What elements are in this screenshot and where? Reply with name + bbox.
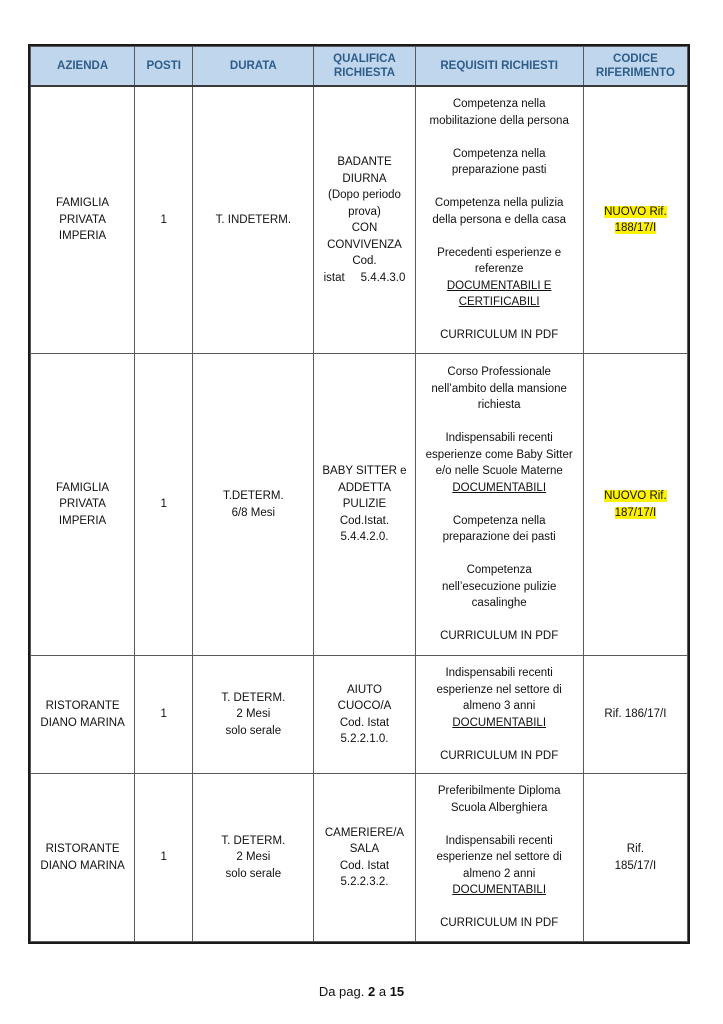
requisiti-line: preparazione pasti: [451, 164, 547, 177]
cell-codice: [583, 774, 687, 942]
job-listings-table-frame: [28, 44, 690, 944]
cell-durata: [193, 354, 314, 656]
requisiti-line: della persona e della casa: [432, 213, 566, 226]
cell-qualifica: [314, 656, 415, 774]
durata-line: solo serale: [225, 724, 282, 737]
qualifica-line: AIUTO: [347, 683, 382, 696]
cell-qualifica: [314, 774, 415, 942]
requisiti-line: Competenza: [466, 564, 532, 577]
curriculum-note: CURRICULUM IN PDF: [440, 329, 559, 342]
cell-requisiti: [415, 656, 583, 774]
durata-line: 2 Mesi: [236, 851, 271, 864]
requisiti-line: e/o nelle Scuole Materne: [435, 465, 563, 478]
durata-line: 2 Mesi: [236, 708, 271, 721]
curriculum-note: CURRICULUM IN PDF: [440, 749, 559, 762]
qualifica-line: PULIZIE: [342, 498, 387, 511]
codice-line: Rif.: [626, 843, 645, 855]
requisiti-line: esperienze nel settore di: [436, 683, 562, 696]
codice-highlight: NUOVO Rif.: [604, 205, 667, 218]
durata-line: 6/8 Mesi: [231, 506, 276, 519]
requisiti-line: almeno 3 anni: [463, 700, 536, 712]
qualifica-line: BADANTE: [337, 156, 392, 168]
curriculum-note: CURRICULUM IN PDF: [440, 917, 559, 930]
header-codice: [583, 47, 687, 87]
qualifica-line: prova): [348, 205, 381, 218]
header-durata: DURATA: [193, 47, 314, 87]
azienda-line: DIANO MARINA: [40, 859, 125, 872]
qualifica-line: 5.2.2.3.2.: [340, 876, 389, 888]
requisiti-line: Preferibilmente Diploma: [437, 785, 561, 798]
header-posti: POSTI: [135, 47, 193, 87]
cell-codice: [583, 656, 687, 774]
azienda-line: PRIVATA: [59, 213, 106, 226]
durata-line: T.DETERM.: [222, 490, 284, 502]
qualifica-line: (Dopo periodo: [328, 189, 401, 201]
qualifica-line: 5.2.2.1.0.: [340, 733, 389, 745]
table-row: [31, 656, 688, 774]
codice-highlight: NUOVO Rif.: [604, 490, 667, 502]
requisiti-line: Competenza nella: [452, 147, 546, 160]
requisiti-line: referenze: [474, 263, 524, 276]
qualifica-line: Cod. Istat: [339, 716, 390, 729]
requisiti-line: preparazione dei pasti: [442, 531, 556, 544]
header-codice-line: RIFERIMENTO: [595, 67, 675, 79]
requisiti-underlined-line: DOCUMENTABILI: [452, 481, 547, 494]
requisiti-line: Indispensabili recenti: [445, 834, 553, 847]
codice-highlight: 187/17/I: [614, 506, 657, 519]
requisiti-line: Competenza nella: [452, 514, 546, 527]
qualifica-line: CONVIVENZA: [327, 238, 402, 251]
cell-codice: [583, 354, 687, 656]
footer-prefix: Da pag.: [318, 984, 368, 999]
requisiti-underlined-line: DOCUMENTABILI: [452, 716, 547, 729]
cell-azienda: [31, 354, 135, 656]
cell-azienda: [31, 774, 135, 942]
requisiti-line: Indispensabili recenti: [445, 432, 553, 445]
cell-requisiti: [415, 354, 583, 656]
qualifica-line: BABY SITTER e: [322, 465, 407, 478]
requisiti-line: Competenza nella: [452, 98, 546, 111]
codice-line: Rif. 186/17/I: [604, 708, 667, 721]
cell-qualifica: [314, 86, 415, 354]
codice-line: 185/17/I: [614, 859, 657, 872]
qualifica-line: Cod.Istat.: [339, 514, 390, 527]
requisiti-underlined-line: DOCUMENTABILI: [452, 884, 547, 897]
header-requisiti: REQUISITI RICHIESTI: [415, 47, 583, 87]
durata-line: solo serale: [225, 867, 282, 880]
requisiti-line: Corso Professionale: [447, 366, 551, 379]
header-row: [31, 47, 688, 87]
qualifica-line: Cod. Istat: [339, 859, 390, 872]
footer-current-page: 2: [367, 984, 376, 999]
requisiti-line: mobilitazione della persona: [429, 114, 569, 127]
qualifica-line: SALA: [349, 843, 380, 855]
durata-line: T. INDETERM.: [215, 213, 292, 226]
cell-qualifica: [314, 354, 415, 656]
qualifica-line: CON: [351, 222, 378, 234]
cell-durata: [193, 656, 314, 774]
header-qualifica-line: RICHIESTA: [333, 67, 396, 79]
cell-azienda: [31, 86, 135, 354]
cell-durata: [193, 774, 314, 942]
header-azienda: AZIENDA: [31, 47, 135, 87]
azienda-line: RISTORANTE: [45, 700, 120, 712]
azienda-line: FAMIGLIA: [56, 197, 110, 210]
azienda-line: IMPERIA: [58, 514, 107, 527]
requisiti-line: nell’esecuzione pulizie: [441, 580, 557, 593]
header-qualifica-line: QUALIFICA: [333, 53, 396, 65]
cell-requisiti: [415, 86, 583, 354]
footer-total-pages: 15: [389, 984, 405, 999]
cell-posti: 1: [135, 354, 193, 656]
qualifica-line: istat 5.4.4.3.0: [323, 271, 406, 284]
codice-highlight: 188/17/I: [614, 222, 657, 234]
azienda-line: FAMIGLIA: [56, 481, 110, 494]
job-listings-table: [30, 46, 688, 942]
table-row: [31, 354, 688, 656]
qualifica-line: 5.4.4.2.0.: [340, 531, 389, 544]
header-qualifica: [314, 47, 415, 87]
durata-line: T. DETERM.: [221, 691, 286, 704]
requisiti-line: esperienze come Baby Sitter: [425, 448, 573, 461]
cell-codice: [583, 86, 687, 354]
requisiti-line: esperienze nel settore di: [436, 851, 562, 864]
requisiti-underlined-line: DOCUMENTABILI E: [446, 279, 552, 292]
qualifica-line: CUOCO/A: [337, 700, 392, 712]
requisiti-line: Precedenti esperienze e: [437, 246, 562, 259]
requisiti-line: Indispensabili recenti: [445, 667, 553, 679]
requisiti-line: richiesta: [477, 399, 521, 412]
qualifica-line: Cod.: [352, 255, 377, 267]
azienda-line: RISTORANTE: [45, 843, 120, 855]
cell-posti: 1: [135, 656, 193, 774]
cell-durata: [193, 86, 314, 354]
durata-line: T. DETERM.: [221, 834, 286, 847]
cell-posti: 1: [135, 86, 193, 354]
requisiti-line: nell’ambito della mansione: [431, 382, 567, 395]
qualifica-line: DIURNA: [342, 172, 387, 185]
azienda-line: PRIVATA: [59, 498, 106, 511]
header-codice-line: CODICE: [613, 53, 658, 65]
requisiti-line: almeno 2 anni: [463, 867, 536, 880]
cell-requisiti: [415, 774, 583, 942]
curriculum-note: CURRICULUM IN PDF: [440, 630, 559, 643]
requisiti-line: Competenza nella pulizia: [434, 197, 564, 210]
page-footer: [0, 984, 723, 999]
requisiti-line: casalinghe: [471, 597, 527, 610]
footer-middle: a: [375, 984, 390, 999]
cell-azienda: [31, 656, 135, 774]
qualifica-line: CAMERIERE/A: [324, 826, 405, 839]
requisiti-underlined-line: CERTIFICABILI: [458, 296, 540, 309]
azienda-line: IMPERIA: [58, 230, 107, 243]
azienda-line: DIANO MARINA: [40, 716, 125, 729]
requisiti-line: Scuola Alberghiera: [450, 801, 548, 814]
cell-posti: 1: [135, 774, 193, 942]
table-row: [31, 774, 688, 942]
table-row: [31, 86, 688, 354]
qualifica-line: ADDETTA: [338, 481, 391, 494]
